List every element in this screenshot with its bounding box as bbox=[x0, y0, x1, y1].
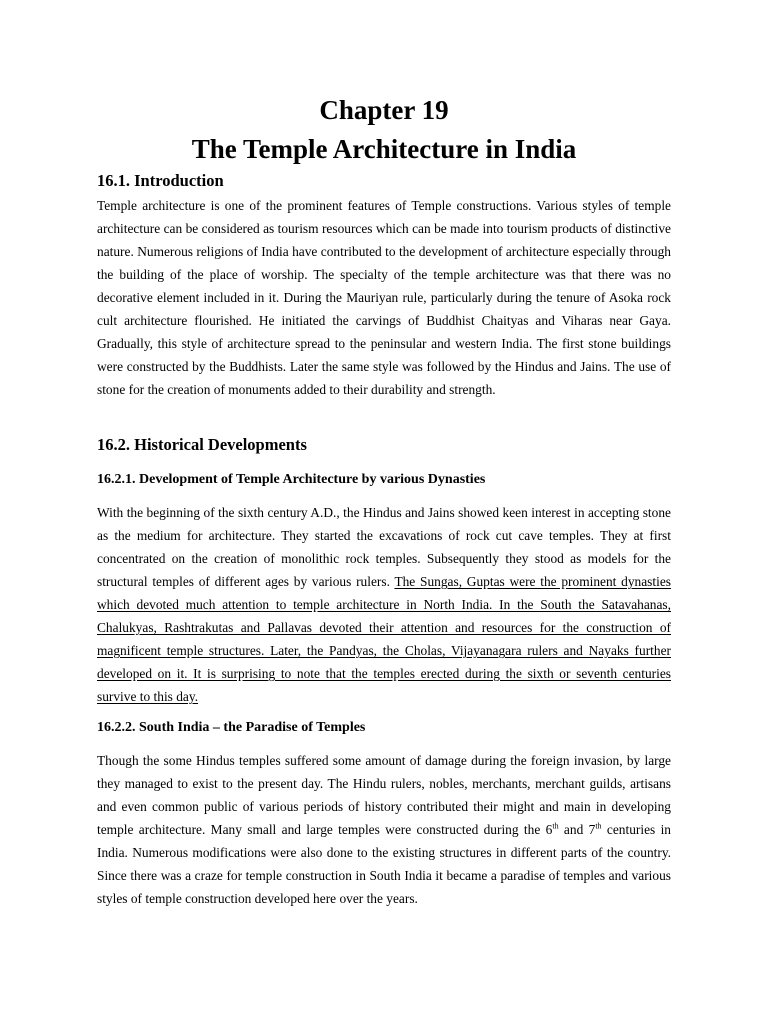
south-india-text-part-2: and 7 bbox=[558, 822, 596, 837]
section-heading-introduction: 16.1. Introduction bbox=[97, 171, 224, 190]
superscript-th: th bbox=[552, 821, 559, 831]
south-india-paragraph bbox=[97, 749, 671, 910]
subsection-heading-dynasties: 16.2.1. Development of Temple Architecture by various Dynasties bbox=[97, 472, 486, 487]
dynasties-text: With the beginning of the sixth century A.D., the Hindus and Jains showed keen interest in accepting stone as the medium for architecture. They started the excavations of rock cut cave temples. They at first concentrated on the creation of monolithic rock temples. Subsequently they stood as models for the structural temples of different ages by various rulers. bbox=[97, 505, 671, 589]
superscript-th: th bbox=[595, 821, 602, 831]
subsection-heading-south-india: 16.2.2. South India – the Paradise of Temples bbox=[97, 720, 366, 735]
dynasties-paragraph bbox=[97, 501, 671, 708]
section-heading-historical-developments: 16.2. Historical Developments bbox=[97, 435, 307, 454]
chapter-number: Chapter 19 bbox=[319, 95, 449, 125]
south-india-text-part-1: Though the some Hindus temples suffered some amount of damage during the foreign invasion, by large they managed to exist to the present day. The Hindu rulers, nobles, merchants, merchant guilds, artisans and even common public of various periods of history contributed their might and main in developing temple architecture. Many small and large temples were constructed during the 6 bbox=[97, 753, 671, 837]
south-india-text-part-3: centuries in India. Numerous modifications were also done to the existing structures in different parts of the country. Since there was a craze for temple construction in South India it became a paradise of temples and various styles of temple construction developed here over the years. bbox=[97, 822, 671, 906]
introduction-paragraph: Temple architecture is one of the prominent features of Temple constructions. Various styles of temple architecture can be considered as tourism resources which can be made into tourism products of distinctive nature. Numerous religions of India have contributed to the development of architecture especially through the building of the place of worship. The specialty of the temple architecture was that there was no decorative element included in it. During the Mauriyan rule, particularly during the tenure of Asoka rock cult architecture flourished. He initiated the carvings of Buddhist Chaityas and Viharas near Gaya. Gradually, this style of architecture spread to the peninsular and western India. The first stone buildings were constructed by the Buddhists. Later the same style was followed by the Hindus and Jains. The use of stone for the creation of monuments added to their durability and strength. bbox=[97, 198, 671, 397]
chapter-title: The Temple Architecture in India bbox=[191, 134, 577, 164]
dynasties-underlined-text: The Sungas, Guptas were the prominent dynasties which devoted much attention to temple architecture in North India. In the South the Satavahanas, Chalukyas, Rashtrakutas and Pallavas devoted their attention and resources for the construction of magnificent temple structures. Later, the Pandyas, the Cholas, Vijayanagara rulers and Nayaks further developed on it. It is surprising to note that the temples erected during the sixth or seventh centuries survive to this day. bbox=[97, 574, 671, 704]
